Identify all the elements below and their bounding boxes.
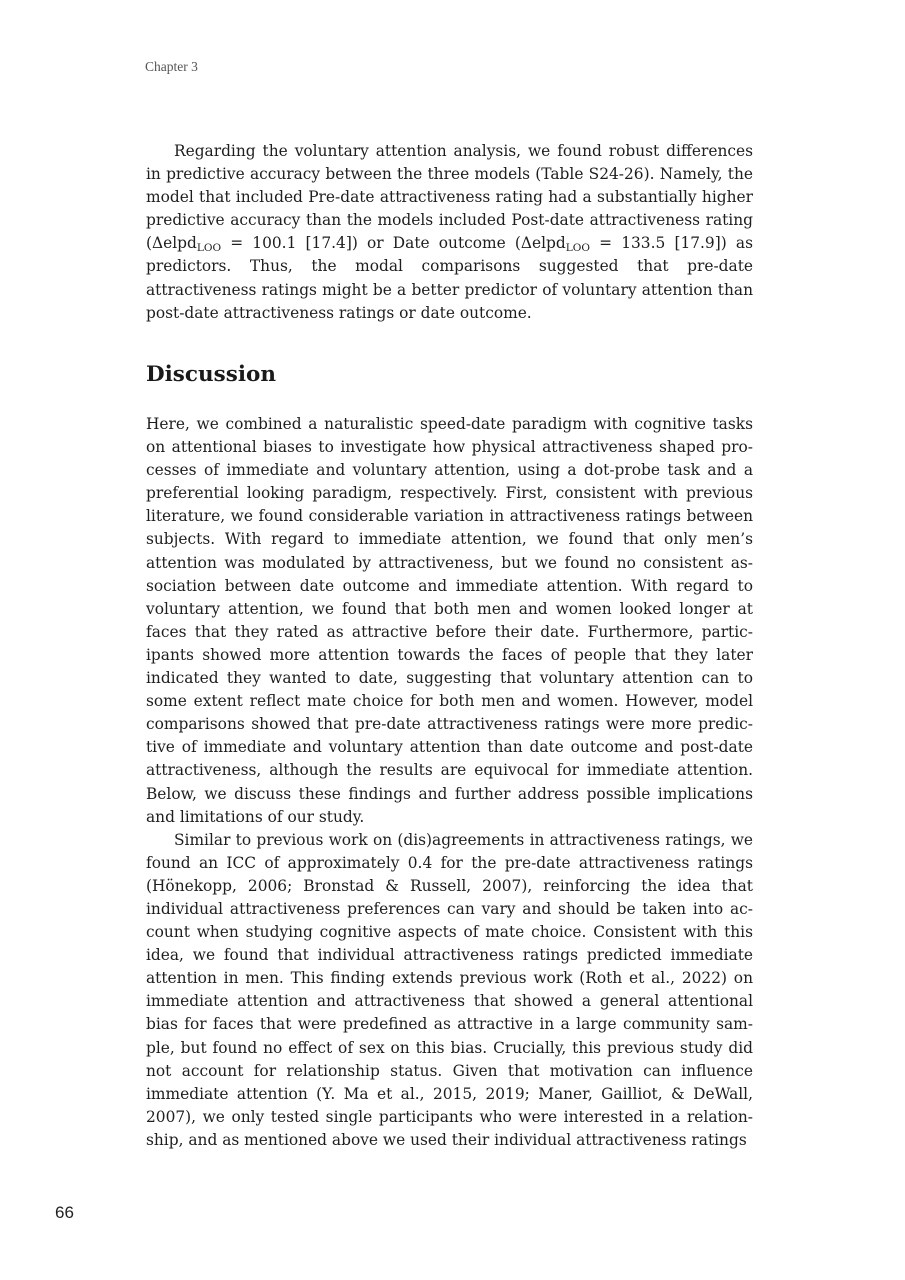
discussion-paragraph-2: Similar to previous work on (dis)agreements in attractiveness ratings, we found an ICC of approximately 0.4 for the pre-date attractiveness ratings (Hönekopp, 2006; Bronstad & Russell, 2007), reinforcing the idea that individual attractiveness preferences can vary and should be taken into account when studying cognitive aspects of mate choice. Consistent with this idea, we found that individual attractiveness ratings predicted immediate attention in men. This finding extends previous work (Roth et al., 2022) on immediate attention and attractiveness that showed a general attentional bias for faces that were predefined as attractive in a large community sample, but found no effect of sex on this bias. Crucially, this previous study did not account for relationship status. Given that motivation can influence immediate attention (Y. Ma et al., 2015, 2019; Maner, Gailliot, & DeWall, 2007), we only tested single participants who were interested in a relationship, and as mentioned above we used their individual attractiveness ratings — [146, 830, 753, 1149]
running-head: Chapter 3 — [145, 59, 198, 74]
page-number: 66 — [55, 1203, 74, 1222]
loo-subscript: LOO — [565, 242, 590, 255]
loo-subscript: LOO — [196, 242, 222, 255]
discussion-section-text — [146, 413, 753, 1152]
discussion-paragraph-1: Here, we combined a naturalistic speed-date paradigm with cognitive tasks on attentional biases to investigate how physical attractiveness shaped processes of immediate and voluntary attention, using a dot-probe task and a preferential looking paradigm, respectively. First, consistent with previous literature, we found considerable variation in attractiveness ratings between subjects. With regard to immediate attention, we found that only men’s attention was modulated by attractiveness, but we found no consistent association between date outcome and immediate attention. With regard to voluntary attention, we found that both men and women looked longer at faces that they rated as attractive before their date. Furthermore, participants showed more attention towards the faces of people that they later indicated they wanted to date, suggesting that voluntary attention can to some extent reflect mate choice for both men and women. However, model comparisons showed that pre-date attractiveness ratings were more predictive of immediate and voluntary attention than date outcome and post-date attractiveness, although the results are equivocal for immediate attention. Below, we discuss these findings and further address possible implications and limitations of our study. — [146, 415, 753, 826]
results-text-part-1: Regarding the voluntary attention analysis, we found robust differences in predictive accuracy between the three models (Table S24-26). Namely, the model that included Pre-date attractiveness rating had a substantially higher predictive accuracy than the models included Post-date attractiveness rating (Δelpd — [146, 142, 753, 253]
results-text-part-2: = 100.1 [17.4]) or Date outcome (Δelpd — [221, 234, 566, 253]
section-heading-discussion: Discussion — [146, 362, 276, 387]
results-section-text — [146, 140, 753, 325]
results-text-part-3: = 133.5 [17.9]) as predictors. Thus, the modal comparisons suggested that pre-date attractiveness ratings might be a better predictor of voluntary attention than post-date attractiveness ratings or date outcome. — [146, 234, 753, 322]
results-paragraph — [146, 140, 753, 325]
